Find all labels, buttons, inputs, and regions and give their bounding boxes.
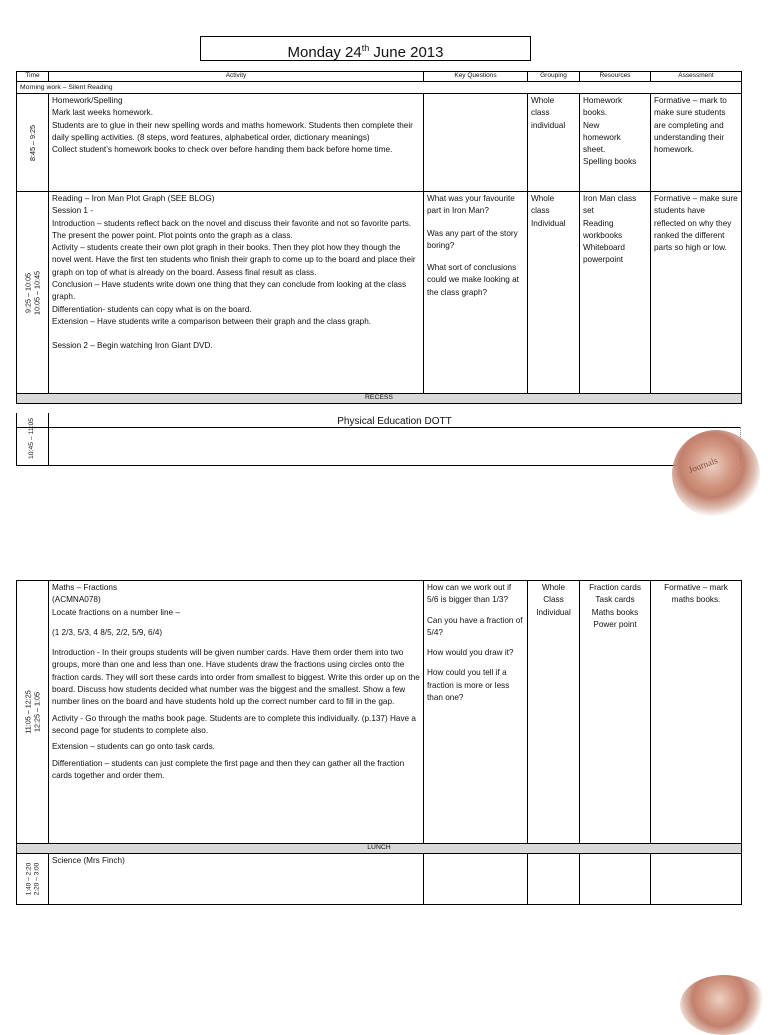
time-cell: 9:25 – 10:05 10:05 – 10:45 (17, 192, 49, 394)
header-time: Time (17, 72, 49, 82)
activity-cell: Science (Mrs Finch) (49, 854, 424, 905)
assessment-cell: Formative – mark to make sure students are completing and understanding their homework. (651, 94, 742, 192)
resources-cell: Fraction cards Task cards Maths books Power point (580, 581, 651, 844)
grouping-cell (528, 854, 580, 905)
header-key-questions: Key Questions (424, 72, 528, 82)
resources-cell: Iron Man class set Reading workbooks Whiteboard powerpoint (580, 192, 651, 394)
lesson-plan-table-bottom (16, 580, 742, 905)
pe-time: 10:45 – 11:05 (28, 417, 35, 459)
pe-title: Physical Education DOTT (337, 416, 452, 427)
lunch-row (17, 844, 742, 854)
word-cloud-apple-logo-icon: Journals (672, 430, 760, 518)
header-assessment: Assessment (651, 72, 742, 82)
morning-work-row (17, 82, 742, 94)
recess-label: RECESS (17, 394, 742, 404)
key-questions-cell: How can we work out if 5/6 is bigger than 1/3? Can you have a fraction of 5/4? How would you draw it? How could you tell if a fraction is more or less than one? (424, 581, 528, 844)
key-questions-cell (424, 854, 528, 905)
morning-work-text: Morning work – Silent Reading (17, 82, 742, 94)
lesson-plan-table-top (16, 71, 742, 404)
header-grouping: Grouping (528, 72, 580, 82)
table-row (17, 94, 742, 192)
table-row (17, 192, 742, 394)
activity-cell: Homework/Spelling Mark last weeks homework. Students are to glue in their new spelling words and maths homework. Students then complete their daily spelling activities. (8 steps, word features, alphabetical order, dictionary meanings) Collect student’s homework books to check over before handing them back before home time. (49, 94, 424, 192)
header-resources: Resources (580, 72, 651, 82)
grouping-cell: Whole class Individual (528, 192, 580, 394)
recess-row (17, 394, 742, 404)
time-cell: 11:05 – 12:25 12:25 – 1:05 (17, 581, 49, 844)
word-cloud-apple-logo-icon (680, 975, 768, 1035)
resources-cell: Homework books. New homework sheet. Spelling books (580, 94, 651, 192)
assessment-cell: Formative – make sure students have reflected on why they ranked the different parts so high or low. (651, 192, 742, 394)
lunch-label: LUNCH (17, 844, 742, 854)
time-cell: 1:40 – 2:20 2:20 – 3:00 (17, 854, 49, 905)
activity-cell: Reading – Iron Man Plot Graph (SEE BLOG) Session 1 - Introduction – students reflect back on the novel and discuss their favorite and not so favorite parts. The present the power point. Plot points onto the graph as a class. Activity – students create their own plot graph in their books. Then they plot how they though the novel went. Have the first ten students who finish their graph to come up to the board and place their graph on top of what is already on the board. Assess final result as class. Conclusion – Have students write down one thing that they can conclude from looking at the class graph. Differentiation- students can copy what is on the board. Extension – Have students write a comparison between their graph and the class graph. Session 2 – Begin watching Iron Giant DVD. (49, 192, 424, 394)
grouping-cell: Whole class individual (528, 94, 580, 192)
header-activity: Activity (49, 72, 424, 82)
header-row (17, 72, 742, 82)
time-cell: 8:45 – 9:25 (17, 94, 49, 192)
grouping-cell: Whole Class Individual (528, 581, 580, 844)
table-row (17, 854, 742, 905)
key-questions-cell (424, 94, 528, 192)
key-questions-cell: What was your favourite part in Iron Man? Was any part of the story boring? What sort of conclusions could we make looking at the class graph? (424, 192, 528, 394)
page-title: Monday 24th June 2013 (200, 36, 531, 61)
resources-cell (580, 854, 651, 905)
assessment-cell (651, 854, 742, 905)
table-row (17, 581, 742, 844)
activity-cell: Maths – Fractions (ACMNA078) Locate fractions on a number line – (1 2/3, 5/3, 4 8/5, 2/2, 5/9, 6/4) Introduction - In their groups students will be given number cards. Have them order them into two groups, more than one and less than one. Have students draw the fractions using circles onto the fraction cards. They will sort these cards into order from smallest to biggest. Write this order up on the board. Discuss how students decided what number was the biggest and the smallest. Show a few number lines on the board and have students hold up the correct number card to fill in the gap. Activity - Go through the maths book page. Students are to complete this individually. (p.137) Have a second page for students to complete also. Extension – students can go onto task cards. Differentiation – students can just complete the first page and then they can gather all the fraction cards together and order them. (49, 581, 424, 844)
assessment-cell: Formative – mark maths books. (651, 581, 742, 844)
